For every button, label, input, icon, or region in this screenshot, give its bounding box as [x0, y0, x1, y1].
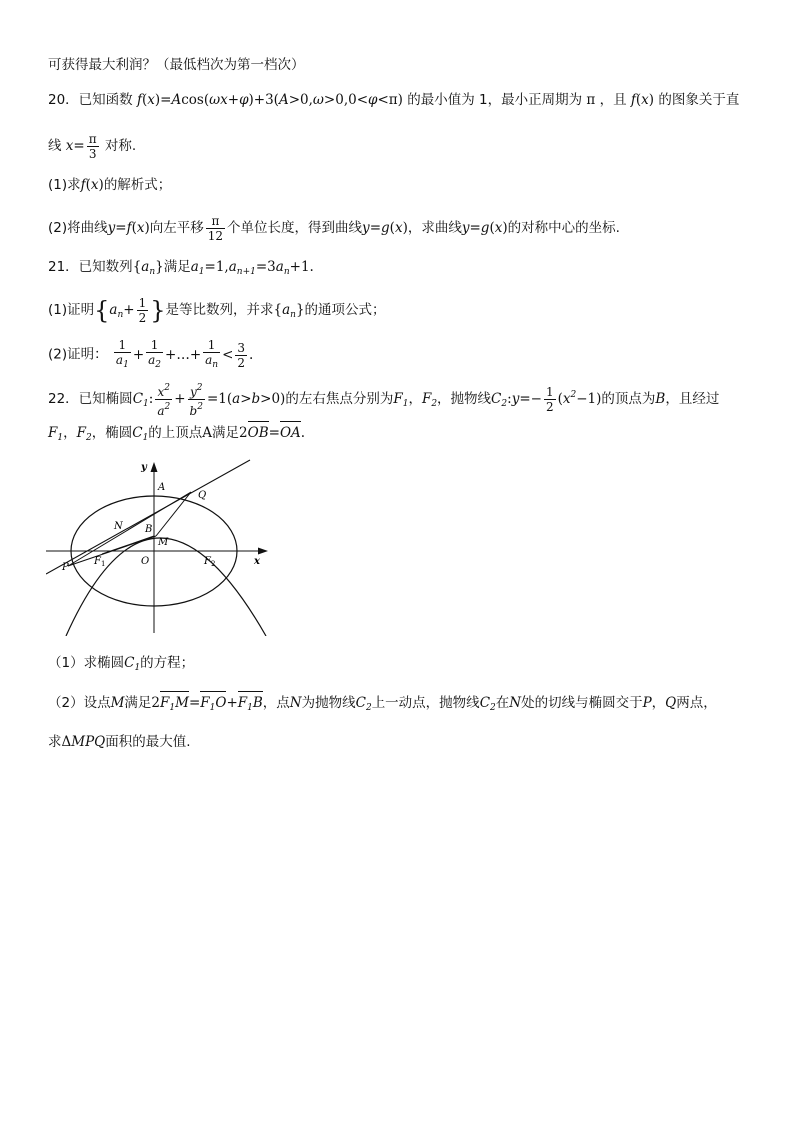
q22-p2-a: （2）设点 — [48, 695, 111, 711]
q21-p1-seq2: $\{a_n\}$ — [273, 302, 305, 320]
y-axis-arrow — [151, 462, 158, 472]
q21-number: 21．已知数列 — [48, 259, 133, 275]
q20-function-formula: f(x)=Acos(ωx+φ)+3(A>0,ω>0,0<φ<π) — [136, 92, 403, 108]
label-F2: $F_2$ — [204, 556, 216, 568]
q21-p2-a: (2)证明： — [48, 346, 108, 363]
q22-p3-triangle: ΔMPQ — [61, 734, 106, 750]
q20-line2-text: 线 — [48, 138, 62, 154]
q20-pi: π — [586, 92, 596, 108]
ellipse-parabola-figure — [46, 458, 271, 636]
q21-p1-seq: {$a_n+$ $\frac{1}{2}$ } — [94, 296, 166, 325]
label-N: N — [114, 521, 123, 532]
q20-p2-curve-f: y=f(x) — [107, 220, 150, 236]
q21-p1-a: (1)证明 — [48, 302, 95, 318]
q22-C1: $C_1$ — [132, 425, 149, 443]
q21-seq: $\{a_n\}$ — [132, 259, 164, 277]
q20-p2-c: 个单位长度，得到曲线 — [227, 220, 363, 236]
q22-p1-a: （1）求椭圆 — [48, 655, 125, 671]
q21-p1-c: 的通项公式； — [304, 302, 386, 318]
q20-line2 — [48, 132, 136, 161]
q20-number: 20．已知函数 — [48, 92, 133, 108]
q21-line1 — [48, 257, 314, 282]
q22-p2-vector-eq: $2F_1M=F_1O+F_1B$ — [151, 695, 262, 711]
label-y: y — [141, 462, 147, 473]
q21-part1 — [48, 296, 386, 325]
q20-text-b: ，且 — [599, 92, 627, 108]
q20-p2-b: 向左平移 — [149, 220, 204, 236]
q20-part1 — [48, 175, 171, 195]
q22-l2-b: 的上顶点 — [148, 425, 203, 441]
q20-text-a: 的最小值为 1，最小正周期为 — [407, 92, 583, 108]
q22-l2-c: 满足 — [212, 425, 240, 441]
q20-p2-e: 的对称中心的坐标. — [507, 220, 620, 236]
q20-p1-a: (1)求 — [48, 177, 81, 193]
q22-part1 — [48, 653, 194, 678]
q22-foci: $F_1$，$F_2$ — [393, 391, 438, 409]
line-prev-question-tail — [48, 55, 305, 75]
q22-p2-b: 满足 — [124, 695, 152, 711]
q22-number: 22．已知椭圆 — [48, 391, 133, 407]
q22-p2-e: 上一动点，抛物线 — [371, 695, 480, 711]
q22-line2: $F_1$，$F_2$，椭圆$C_1$的上顶点A满足2OB=OA. — [48, 425, 306, 443]
q22-parabola-eq: $C_2:y=-$ $\frac{1}{2}$ $(x^2-1)$ — [491, 385, 602, 414]
parabola-C2 — [66, 538, 266, 636]
label-O: O — [141, 556, 150, 567]
label-A: A — [158, 482, 166, 493]
q22-p2-C2b: $C_2$ — [479, 695, 496, 713]
q21-recurrence: $a_1=1,a_{n+1}=3a_n+1$. — [190, 259, 314, 277]
q22-text-a: 的左右焦点分别为 — [285, 391, 394, 407]
segment-PQ — [68, 492, 191, 566]
q22-p3-a: 求 — [48, 734, 62, 750]
q20-line2-end: 对称. — [104, 138, 137, 154]
q22-p1-C1: $C_1$ — [124, 655, 141, 673]
q22-ellipse-eq: $C_1$: $\frac{x^2}{a^2}$ + $\frac{y^2}{b^2}$ =1(a>b>0) — [132, 383, 286, 418]
label-B: B — [145, 524, 153, 535]
q22-line1 — [48, 381, 719, 418]
label-F1: $F_1$ — [94, 556, 106, 568]
q22-p2-f: 在 — [495, 695, 510, 711]
q22-text-c: 的顶点为 — [601, 391, 656, 407]
q22-l2-a: ，椭圆 — [91, 425, 133, 441]
q22-text-b: ，抛物线 — [437, 391, 492, 407]
q20-axis-formula: x= $\frac{\pi}{3}$ — [65, 132, 97, 161]
q22-text-d: ，且经过 — [665, 391, 720, 407]
q22-p2-C2: $C_2$ — [355, 695, 372, 713]
q22-p2-M: M — [110, 695, 125, 711]
text-l0: 可获得最大利润？（最低档次为第一档次） — [48, 57, 305, 73]
q20-line1 — [48, 90, 739, 110]
q21-p1-b: 是等比数列，并求 — [165, 302, 274, 318]
q21-text-a: 满足 — [163, 259, 191, 275]
q20-p2-curve-g2: y=g(x) — [461, 220, 508, 236]
q20-p2-a: (2)将曲线 — [48, 220, 108, 236]
q22-p2-N: N — [289, 695, 302, 711]
x-axis-arrow — [258, 548, 268, 555]
q20-p1-b: 的解析式； — [103, 177, 172, 193]
q22-p2-PQ: P，Q — [642, 695, 677, 711]
q22-p2-h: 两点， — [676, 695, 717, 711]
q22-p3-b: 面积的最大值. — [105, 734, 191, 750]
q22-p2-g: 处的切线与椭圆交于 — [521, 695, 643, 711]
q20-text-c: 的图象关于直 — [658, 92, 740, 108]
q22-B: B — [655, 391, 666, 407]
q20-fx: f(x) — [630, 92, 655, 108]
q20-p2-d: ，求曲线 — [407, 220, 462, 236]
q22-p2-c: ，点 — [262, 695, 290, 711]
q20-p2-curve-g: y=g(x) — [362, 220, 408, 236]
label-M: M — [158, 537, 169, 548]
q20-p2-shift: $\frac{\pi}{12}$ — [207, 214, 224, 243]
q22-part2 — [48, 693, 717, 718]
q22-part2-line2 — [48, 732, 191, 752]
q21-part2 — [48, 338, 253, 372]
q20-p1-fx: f(x) — [80, 177, 104, 193]
q21-p2-inequality: $\frac{1}{a_1}$ + $\frac{1}{a_2}$ +…+ $\frac{1}{a_n}$ < $\frac{3}{2}$ . — [115, 338, 254, 370]
q22-foci2: $F_1$，$F_2$ — [48, 425, 92, 443]
q22-vector-eq: 2OB=OA. — [239, 425, 306, 441]
q20-part2 — [48, 214, 620, 243]
label-Q: Q — [198, 490, 207, 501]
q22-p2-N2: N — [509, 695, 522, 711]
label-P: P — [62, 562, 69, 573]
q22-p2-d: 为抛物线 — [301, 695, 356, 711]
q22-p1-b: 的方程； — [140, 655, 195, 671]
label-x: x — [254, 556, 260, 567]
segment-MQ — [156, 492, 191, 536]
